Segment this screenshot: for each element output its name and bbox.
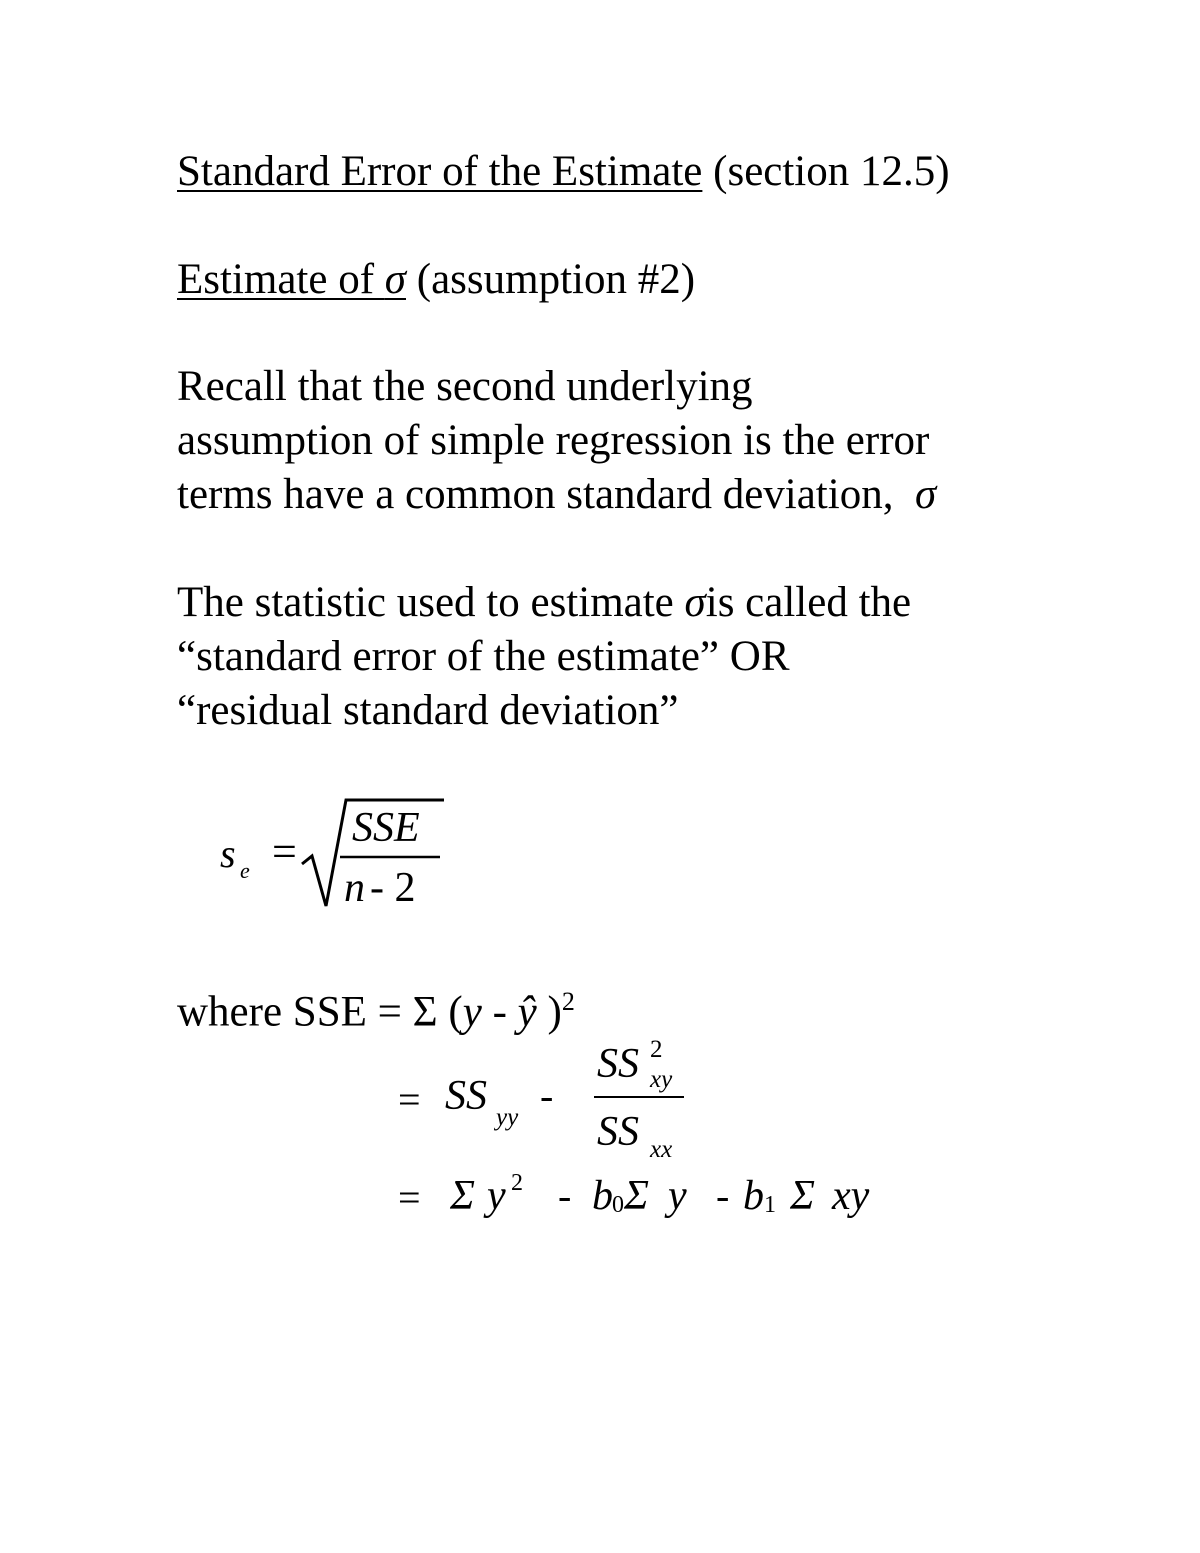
b0-coefficient: b bbox=[592, 1173, 613, 1219]
fraction-bar bbox=[594, 1096, 684, 1098]
ss-xy-superscript: 2 bbox=[650, 1036, 663, 1063]
paragraph2-line1-text-a: The statistic used to estimate bbox=[177, 579, 685, 626]
subheading bbox=[177, 253, 695, 307]
title-text: Standard Error of the Estimate bbox=[177, 148, 703, 195]
sum-icon: Σ bbox=[790, 1173, 815, 1219]
sum-icon: Σ bbox=[450, 1173, 475, 1219]
paragraph2-line2: “standard error of the estimate” OR bbox=[177, 633, 790, 680]
close-paren: ) bbox=[536, 988, 562, 1036]
sigma-symbol: σ bbox=[684, 579, 706, 626]
line3-minus-2: - bbox=[716, 1173, 730, 1218]
y-variable: y bbox=[462, 988, 482, 1036]
formula-se-equals: = bbox=[272, 827, 297, 876]
assumption-note: (assumption #2) bbox=[406, 256, 696, 303]
formula-se-lhs: s bbox=[220, 831, 236, 876]
ss-xy-subscript: xy bbox=[650, 1066, 673, 1093]
where-sse-text: where SSE = Σ ( bbox=[177, 988, 463, 1036]
paragraph1-line1: Recall that the second underlying bbox=[177, 363, 753, 410]
line3-minus-1: - bbox=[558, 1173, 572, 1218]
sigma-symbol: σ bbox=[384, 256, 406, 303]
sum-icon: Σ bbox=[624, 1173, 649, 1219]
ss-xx-subscript: xx bbox=[650, 1136, 673, 1163]
line2-minus: - bbox=[540, 1073, 554, 1118]
paragraph2-line1 bbox=[177, 576, 911, 630]
line3-equals: = bbox=[398, 1175, 421, 1220]
sigma-symbol: σ bbox=[914, 471, 937, 518]
formula-se-denominator-var: n bbox=[344, 865, 365, 911]
ss-xx-term: SS bbox=[597, 1109, 639, 1155]
line3-y-2: y bbox=[668, 1173, 687, 1219]
power-two: 2 bbox=[561, 987, 575, 1016]
formula-se-numerator: SSE bbox=[352, 805, 420, 851]
b1-subscript: 1 bbox=[764, 1192, 776, 1218]
subheading-text: Estimate of bbox=[177, 256, 385, 303]
b1-coefficient: b bbox=[743, 1173, 764, 1219]
line3-y: y bbox=[487, 1173, 506, 1219]
ss-yy-subscript: yy bbox=[496, 1104, 519, 1131]
paragraph1-line3-text: terms have a common standard deviation, bbox=[177, 471, 905, 518]
paragraph2-line1-text-b: is called the bbox=[705, 579, 912, 626]
formula-sse-definition bbox=[177, 975, 575, 1039]
line3-xy: xy bbox=[832, 1173, 870, 1219]
line3-y-squared: 2 bbox=[511, 1170, 523, 1196]
line2-equals: = bbox=[398, 1077, 421, 1122]
minus-sign: - bbox=[481, 988, 518, 1036]
formula-se-denominator-rest: - 2 bbox=[370, 865, 416, 911]
paragraph1-line2: assumption of simple regression is the error bbox=[177, 417, 930, 464]
formula-se-lhs-subscript: e bbox=[240, 858, 250, 883]
b0-subscript: 0 bbox=[612, 1192, 624, 1218]
ss-yy-term: SS bbox=[445, 1073, 487, 1119]
paragraph2-line3: “residual standard deviation” bbox=[177, 687, 679, 734]
ss-xy-term: SS bbox=[597, 1041, 639, 1087]
page-title bbox=[177, 145, 950, 199]
y-hat-variable: ŷ bbox=[517, 988, 537, 1036]
paragraph1-line3 bbox=[177, 468, 936, 522]
section-reference: (section 12.5) bbox=[702, 148, 950, 195]
